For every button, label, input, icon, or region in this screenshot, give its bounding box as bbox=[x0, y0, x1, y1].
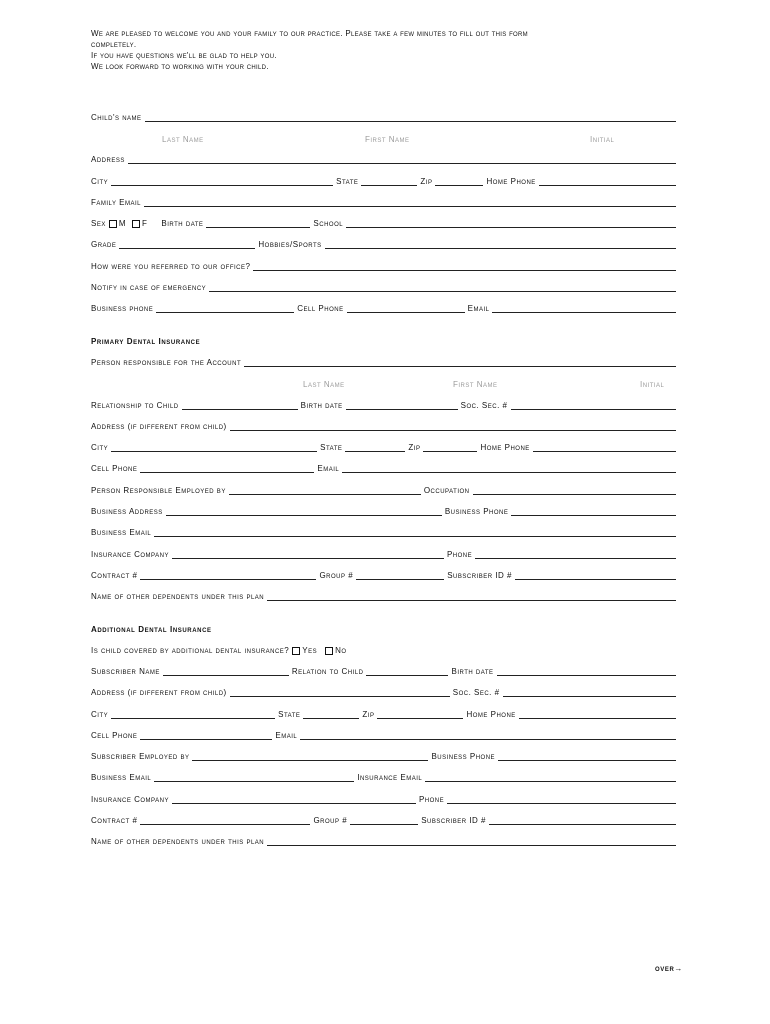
additional-birth-date-field[interactable] bbox=[497, 667, 677, 676]
primary-soc-sec-label: Soc. Sec. # bbox=[460, 401, 508, 410]
insurance-company-label: Insurance Company bbox=[91, 550, 169, 559]
primary-employer-row bbox=[91, 484, 679, 496]
additional-employer-row bbox=[91, 750, 679, 762]
subscriber-id-field[interactable] bbox=[515, 571, 676, 580]
additional-group-field[interactable] bbox=[350, 816, 418, 825]
additional-address-row bbox=[91, 686, 679, 698]
address-field[interactable] bbox=[128, 155, 676, 164]
covered-no-label: No bbox=[335, 646, 347, 655]
primary-cell-phone-field[interactable] bbox=[140, 464, 314, 473]
occupation-field[interactable] bbox=[473, 486, 677, 495]
sex-f-label: F bbox=[142, 219, 148, 228]
emergency-label: Notify in case of emergency bbox=[91, 283, 207, 292]
intro-line: We are pleased to welcome you and your family to our practice. Please take a few minutes to fill out this form bbox=[91, 29, 528, 38]
emergency-row bbox=[91, 281, 679, 293]
contract-label: Contract # bbox=[91, 571, 138, 580]
cell-phone-label: Cell Phone bbox=[297, 304, 344, 313]
relation-field[interactable] bbox=[366, 667, 448, 676]
person-responsible-field[interactable] bbox=[244, 358, 676, 367]
family-email-label: Family Email bbox=[91, 198, 142, 207]
additional-soc-sec-field[interactable] bbox=[503, 688, 676, 697]
primary-cell-email-row bbox=[91, 462, 679, 474]
employed-by-label: Person Responsible Employed by bbox=[91, 486, 226, 495]
primary-business-phone-field[interactable] bbox=[511, 507, 676, 516]
school-label: School bbox=[313, 219, 344, 228]
additional-phone-label: Phone bbox=[418, 795, 445, 804]
responsible-initial-caption: Initial bbox=[640, 380, 665, 389]
business-address-field[interactable] bbox=[166, 507, 442, 516]
additional-contract-label: Contract # bbox=[91, 816, 138, 825]
primary-email-label: Email bbox=[317, 464, 340, 473]
family-email-row bbox=[91, 196, 679, 208]
birth-date-field[interactable] bbox=[206, 219, 310, 228]
primary-state-field[interactable] bbox=[345, 443, 405, 452]
cell-phone-field[interactable] bbox=[347, 304, 465, 313]
email-field[interactable] bbox=[492, 304, 676, 313]
state-label: State bbox=[336, 177, 359, 186]
business-email-label: Business Email bbox=[91, 528, 152, 537]
city-label: City bbox=[91, 177, 109, 186]
over-indicator bbox=[655, 964, 683, 973]
home-phone-label: Home Phone bbox=[486, 177, 536, 186]
subscriber-name-label: Subscriber Name bbox=[91, 667, 160, 676]
group-field[interactable] bbox=[356, 571, 444, 580]
insurance-phone-label: Phone bbox=[446, 550, 473, 559]
business-email-field[interactable] bbox=[154, 528, 676, 537]
additional-insurance-heading: Additional Dental Insurance bbox=[91, 625, 212, 634]
business-phone-field[interactable] bbox=[156, 304, 294, 313]
family-email-field[interactable] bbox=[144, 198, 676, 207]
primary-insurance-company-row bbox=[91, 548, 679, 560]
insurance-phone-field[interactable] bbox=[475, 550, 676, 559]
primary-contract-row bbox=[91, 569, 679, 581]
additional-insurance-company-row bbox=[91, 793, 679, 805]
zip-field[interactable] bbox=[435, 177, 483, 186]
referral-row bbox=[91, 260, 679, 272]
child-city-row bbox=[91, 175, 679, 187]
primary-address-label: Address (if different from child) bbox=[91, 422, 227, 431]
additional-state-label: State bbox=[278, 710, 301, 719]
responsible-first-name-caption: First Name bbox=[453, 380, 498, 389]
additional-state-field[interactable] bbox=[303, 710, 359, 719]
primary-state-label: State bbox=[320, 443, 343, 452]
covered-question-label: Is child covered by additional dental insurance? bbox=[91, 646, 290, 655]
grade-field[interactable] bbox=[119, 240, 255, 249]
primary-soc-sec-field[interactable] bbox=[511, 401, 677, 410]
child-last-name-caption: Last Name bbox=[162, 135, 204, 144]
group-label: Group # bbox=[319, 571, 354, 580]
additional-address-label: Address (if different from child) bbox=[91, 688, 227, 697]
insurance-email-field[interactable] bbox=[425, 773, 676, 782]
primary-birth-date-field[interactable] bbox=[346, 401, 458, 410]
primary-address-field[interactable] bbox=[230, 422, 676, 431]
person-responsible-label: Person responsible for the Account bbox=[91, 358, 242, 367]
primary-city-label: City bbox=[91, 443, 109, 452]
additional-subscriber-id-field[interactable] bbox=[489, 816, 676, 825]
zip-label: Zip bbox=[420, 177, 433, 186]
child-first-name-caption: First Name bbox=[365, 135, 410, 144]
additional-dependents-label: Name of other dependents under this plan bbox=[91, 837, 265, 846]
insurance-company-field[interactable] bbox=[172, 550, 444, 559]
additional-business-email-field[interactable] bbox=[154, 773, 354, 782]
additional-business-email-label: Business Email bbox=[91, 773, 152, 782]
additional-city-field[interactable] bbox=[111, 710, 275, 719]
additional-subscriber-row bbox=[91, 665, 679, 677]
primary-home-phone-field[interactable] bbox=[533, 443, 676, 452]
relationship-field[interactable] bbox=[182, 401, 298, 410]
primary-home-phone-label: Home Phone bbox=[480, 443, 530, 452]
subscriber-id-label: Subscriber ID # bbox=[447, 571, 512, 580]
additional-cell-phone-label: Cell Phone bbox=[91, 731, 138, 740]
birth-date-label: Birth date bbox=[161, 219, 204, 228]
email-label: Email bbox=[467, 304, 490, 313]
contact-phones-row bbox=[91, 302, 679, 314]
primary-address-row bbox=[91, 420, 679, 432]
city-field[interactable] bbox=[111, 177, 333, 186]
over-label: over bbox=[655, 964, 675, 973]
child-name-row bbox=[91, 111, 679, 123]
additional-zip-label: Zip bbox=[362, 710, 375, 719]
primary-birth-date-label: Birth date bbox=[300, 401, 343, 410]
additional-contract-field[interactable] bbox=[140, 816, 310, 825]
additional-insurance-company-field[interactable] bbox=[172, 795, 416, 804]
hobbies-field[interactable] bbox=[325, 240, 676, 249]
employed-by-field[interactable] bbox=[229, 486, 421, 495]
relationship-label: Relationship to Child bbox=[91, 401, 179, 410]
occupation-label: Occupation bbox=[423, 486, 470, 495]
responsible-last-name-caption: Last Name bbox=[303, 380, 345, 389]
referral-label: How were you referred to our office? bbox=[91, 262, 251, 271]
covered-no-checkbox[interactable] bbox=[325, 647, 333, 655]
primary-city-field[interactable] bbox=[111, 443, 317, 452]
business-address-label: Business Address bbox=[91, 507, 163, 516]
person-responsible-row bbox=[91, 356, 679, 368]
additional-home-phone-field[interactable] bbox=[519, 710, 676, 719]
additional-address-field[interactable] bbox=[230, 688, 450, 697]
covered-yes-checkbox[interactable] bbox=[292, 647, 300, 655]
primary-dependents-row bbox=[91, 590, 679, 602]
additional-city-row bbox=[91, 708, 679, 720]
additional-covered-row bbox=[91, 644, 679, 656]
child-name-label: Child's name bbox=[91, 113, 142, 122]
intro-text bbox=[91, 28, 691, 72]
additional-cell-email-row bbox=[91, 729, 679, 741]
additional-business-phone-label: Business Phone bbox=[431, 752, 496, 761]
additional-dependents-field[interactable] bbox=[267, 837, 676, 846]
additional-insurance-company-label: Insurance Company bbox=[91, 795, 169, 804]
primary-business-address-row bbox=[91, 505, 679, 517]
additional-emails-row bbox=[91, 771, 679, 783]
additional-home-phone-label: Home Phone bbox=[466, 710, 516, 719]
primary-city-row bbox=[91, 441, 679, 453]
intro-line: We look forward to working with your child. bbox=[91, 62, 269, 71]
additional-subscriber-id-label: Subscriber ID # bbox=[421, 816, 486, 825]
sex-m-checkbox[interactable] bbox=[109, 220, 117, 228]
child-name-field[interactable] bbox=[145, 113, 676, 122]
hobbies-label: Hobbies/Sports bbox=[258, 240, 322, 249]
referral-field[interactable] bbox=[253, 262, 676, 271]
sex-f-checkbox[interactable] bbox=[132, 220, 140, 228]
additional-group-label: Group # bbox=[313, 816, 348, 825]
contract-field[interactable] bbox=[140, 571, 316, 580]
additional-business-phone-field[interactable] bbox=[498, 752, 676, 761]
primary-relationship-row bbox=[91, 399, 679, 411]
primary-business-email-row bbox=[91, 526, 679, 538]
intro-line: If you have questions we'll be glad to help you. bbox=[91, 51, 277, 60]
dependents-label: Name of other dependents under this plan bbox=[91, 592, 265, 601]
subscriber-employed-field[interactable] bbox=[192, 752, 428, 761]
child-address-row bbox=[91, 153, 679, 165]
grade-hobbies-row bbox=[91, 238, 679, 250]
sex-label: Sex bbox=[91, 219, 106, 228]
primary-insurance-heading: Primary Dental Insurance bbox=[91, 337, 201, 346]
relation-label: Relation to Child bbox=[291, 667, 364, 676]
additional-phone-field[interactable] bbox=[447, 795, 676, 804]
subscriber-employed-label: Subscriber Employed by bbox=[91, 752, 190, 761]
primary-business-phone-label: Business Phone bbox=[444, 507, 509, 516]
additional-birth-date-label: Birth date bbox=[451, 667, 494, 676]
covered-yes-label: Yes bbox=[302, 646, 318, 655]
emergency-field[interactable] bbox=[209, 283, 676, 292]
state-field[interactable] bbox=[361, 177, 417, 186]
additional-email-label: Email bbox=[275, 731, 298, 740]
child-initial-caption: Initial bbox=[590, 135, 615, 144]
primary-zip-field[interactable] bbox=[423, 443, 477, 452]
additional-contract-row bbox=[91, 814, 679, 826]
primary-cell-phone-label: Cell Phone bbox=[91, 464, 138, 473]
school-field[interactable] bbox=[346, 219, 676, 228]
primary-email-field[interactable] bbox=[342, 464, 676, 473]
sex-birth-school-row bbox=[91, 217, 679, 229]
business-phone-label: Business phone bbox=[91, 304, 154, 313]
additional-zip-field[interactable] bbox=[377, 710, 463, 719]
intro-line: completely. bbox=[91, 40, 137, 49]
additional-city-label: City bbox=[91, 710, 109, 719]
dependents-field[interactable] bbox=[267, 592, 676, 601]
insurance-email-label: Insurance Email bbox=[357, 773, 423, 782]
additional-soc-sec-label: Soc. Sec. # bbox=[452, 688, 500, 697]
address-label: Address bbox=[91, 155, 125, 164]
sex-m-label: M bbox=[118, 219, 127, 228]
right-arrow-icon: → bbox=[674, 964, 684, 973]
subscriber-name-field[interactable] bbox=[163, 667, 289, 676]
grade-label: Grade bbox=[91, 240, 117, 249]
home-phone-field[interactable] bbox=[539, 177, 676, 186]
additional-dependents-row bbox=[91, 835, 679, 847]
additional-email-field[interactable] bbox=[300, 731, 676, 740]
additional-cell-phone-field[interactable] bbox=[140, 731, 272, 740]
primary-zip-label: Zip bbox=[408, 443, 421, 452]
